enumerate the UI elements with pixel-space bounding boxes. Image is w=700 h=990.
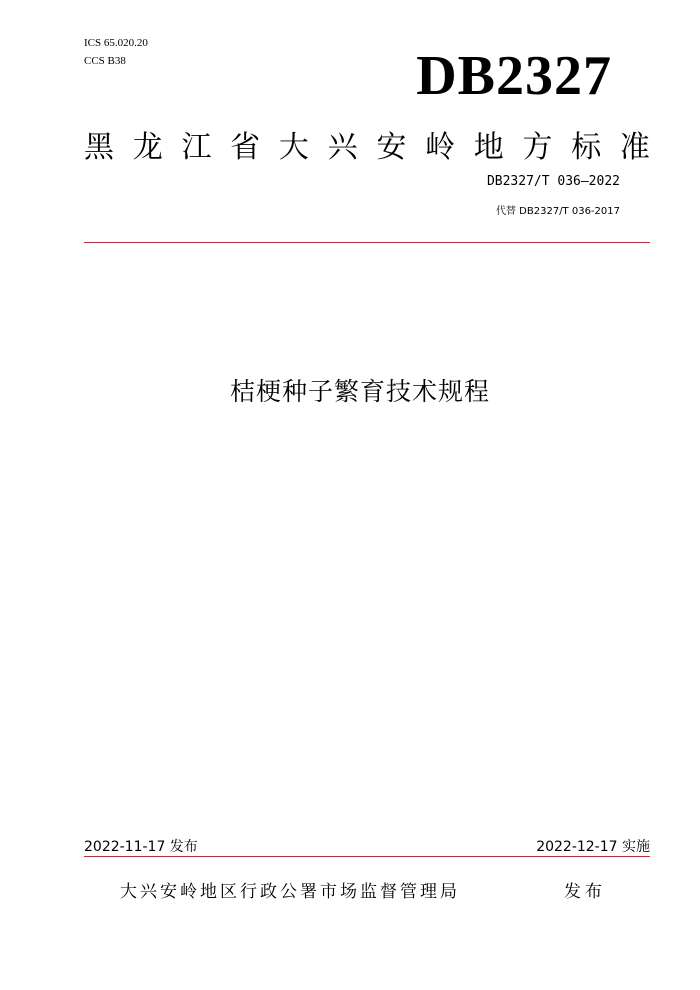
standard-type-char: 准 [619,130,650,165]
standard-type-char: 安 [376,130,407,165]
header-divider [84,242,650,243]
footer-divider [84,856,650,857]
issue-label: 发布 [564,882,606,902]
standard-number: DB2327/T 036—2022 [486,174,620,189]
standard-type-char: 龙 [132,130,163,165]
standard-type-char: 方 [522,130,553,165]
issue-date: 2022-11-17 发布 [84,839,198,855]
replaces-note: 代替 DB2327/T 036-2017 [496,206,620,217]
standard-type-heading [84,130,650,166]
implementation-date: 2022-12-17 实施 [536,839,650,855]
standard-type-char: 省 [230,130,261,165]
document-title: 桔梗种子繁育技术规程 [229,377,490,406]
standard-type-char: 岭 [425,130,456,165]
standard-type-char: 地 [473,130,504,165]
ccs-code: CCS B38 [84,55,126,67]
ics-code: ICS 65.020.20 [84,37,148,49]
issuing-authority: 大兴安岭地区行政公署市场监督管理局 [120,882,460,902]
standard-logo: DB2327 [416,45,612,107]
standard-type-char: 兴 [327,130,358,165]
standard-type-char: 江 [181,130,212,165]
standard-type-char: 大 [278,130,309,165]
standard-type-char: 黑 [84,130,114,165]
standard-type-char: 标 [571,130,602,165]
